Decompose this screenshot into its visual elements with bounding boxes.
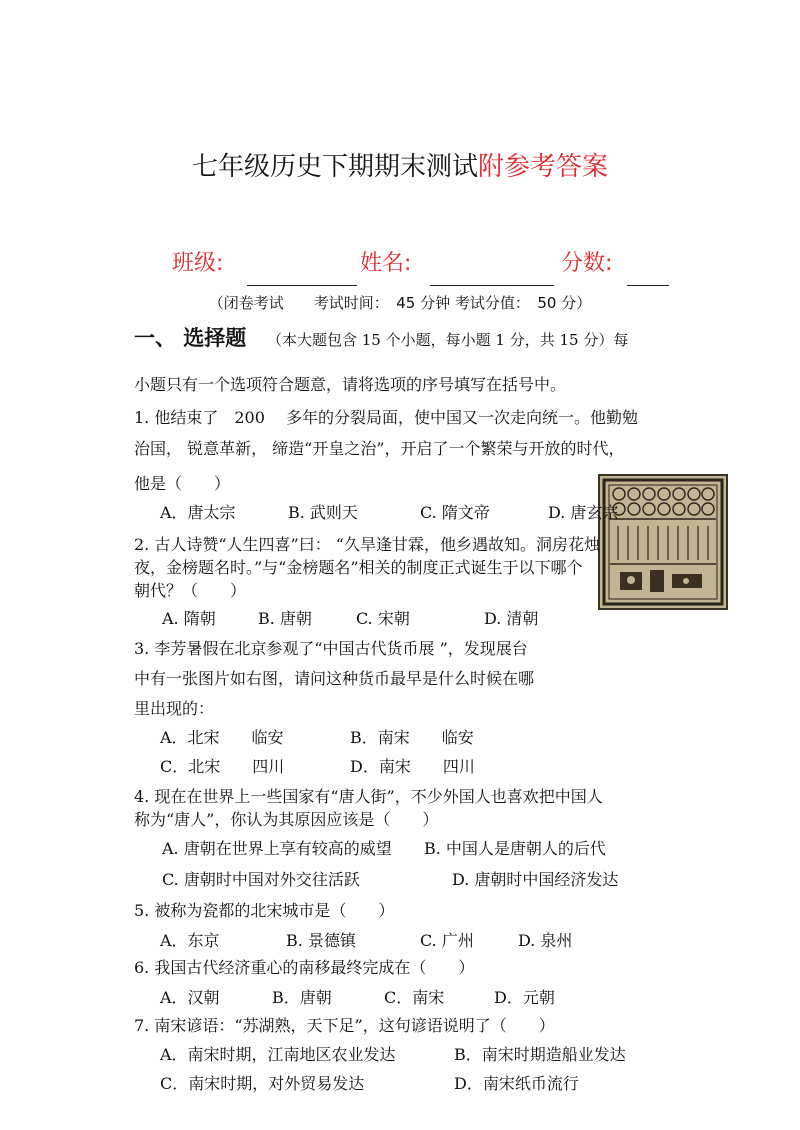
q6-line: 6. 我国古代经济重心的南移最终完成在（ ） [134,958,475,977]
q6-option-a[interactable]: A．汉朝 [160,988,220,1007]
q3-line-2: 中有一张图片如右图，请问这种货币最早是什么时候在哪 [134,669,535,688]
q6-option-c[interactable]: C．南宋 [384,988,445,1007]
q4-option-b[interactable]: B. 中国人是唐朝人的后代 [424,839,606,858]
q4-option-a[interactable]: A. 唐朝在世界上享有较高的威望 [162,839,392,858]
q1-line-1: 1. 他结束了 200 多年的分裂局面，使中国又一次走向统一。他勤勉 [134,408,638,427]
q6-option-d[interactable]: D．元朝 [494,988,555,1007]
title-main: 七年级历史下期期末测试 [191,152,478,182]
q7-option-d[interactable]: D．南宋纸币流行 [454,1074,579,1093]
q7-option-b[interactable]: B．南宋时期造船业发达 [454,1045,626,1064]
q5-option-b[interactable]: B. 景德镇 [286,931,356,950]
q4-line-2: 称为“唐人”，你认为其原因应该是（ ） [134,810,439,829]
q3-option-c[interactable]: C．北宋 四川 [160,757,285,776]
q1-option-a[interactable]: A．唐太宗 [160,503,236,522]
q5-option-d[interactable]: D. 泉州 [518,931,573,950]
q2-option-c[interactable]: C. 宋朝 [356,609,410,628]
q1-option-d[interactable]: D. 唐玄宗 [548,503,619,522]
q4-line-1: 4. 现在在世界上一些国家有“唐人街”，不少外国人也喜欢把中国人 [134,787,603,806]
class-label: 班级: [172,251,224,276]
page-title [0,146,800,183]
q1-option-c[interactable]: C. 隋文帝 [420,503,490,522]
title-answer-note: 附参考答案 [478,152,609,182]
banknote-drawing [600,476,726,608]
q7-line: 7. 南宋谚语：“苏湖熟，天下足”，这句谚语说明了（ ） [134,1016,555,1035]
q1-line-2: 治国， 锐意革新， 缔造“开皇之治”，开启了一个繁荣与开放的时代， [134,439,625,458]
q4-option-d[interactable]: D. 唐朝时中国经济发达 [452,870,619,889]
q1-line-3: 他是（ ） [134,474,231,493]
q2-option-b[interactable]: B. 唐朝 [258,609,312,628]
q3-option-d[interactable]: D．南宋 四川 [350,757,475,776]
score-label: 分数: [561,251,613,276]
section-description-cont: 小题只有一个选项符合题意，请将选项的序号填写在括号中。 [134,375,567,394]
jiaozi-banknote-image [598,474,728,610]
class-blank[interactable] [247,285,357,286]
name-blank[interactable] [430,285,554,286]
q3-line-3: 里出现的： [134,699,215,718]
score-blank[interactable] [627,285,669,286]
q5-option-a[interactable]: A．东京 [160,931,220,950]
q1-option-b[interactable]: B. 武则天 [288,503,358,522]
exam-meta: （闭卷考试 考试时间： 45 分钟 考试分值： 50 分） [208,294,592,312]
q2-line-1: 2. 古人诗赞“人生四喜”曰： “久旱逢甘霖，他乡遇故知。洞房花烛 [134,535,600,554]
q2-line-2: 夜，金榜题名时。”与“金榜题名”相关的制度正式诞生于以下哪个 [134,558,583,577]
q3-option-b[interactable]: B．南宋 临安 [350,728,474,747]
q6-option-b[interactable]: B．唐朝 [272,988,332,1007]
q7-option-a[interactable]: A．南宋时期，江南地区农业发达 [160,1045,396,1064]
q5-line: 5. 被称为瓷都的北宋城市是（ ） [134,901,395,920]
section-heading: 一、 选择题 [134,326,247,350]
q3-line-1: 3. 李芳暑假在北京参观了“中国古代货币展 ”，发现展台 [134,639,528,658]
q4-option-c[interactable]: C. 唐朝时中国对外交往活跃 [162,870,360,889]
q2-line-3: 朝代？（ ） [134,581,247,600]
q2-option-d[interactable]: D. 清朝 [484,609,539,628]
name-label: 姓名: [360,251,412,276]
section-description: （本大题包含 15 个小题，每小题 1 分，共 15 分）每 [267,331,629,349]
q3-option-a[interactable]: A．北宋 临安 [160,728,284,747]
q2-option-a[interactable]: A. 隋朝 [162,609,216,628]
q5-option-c[interactable]: C. 广州 [420,931,474,950]
q7-option-c[interactable]: C．南宋时期，对外贸易发达 [160,1074,365,1093]
